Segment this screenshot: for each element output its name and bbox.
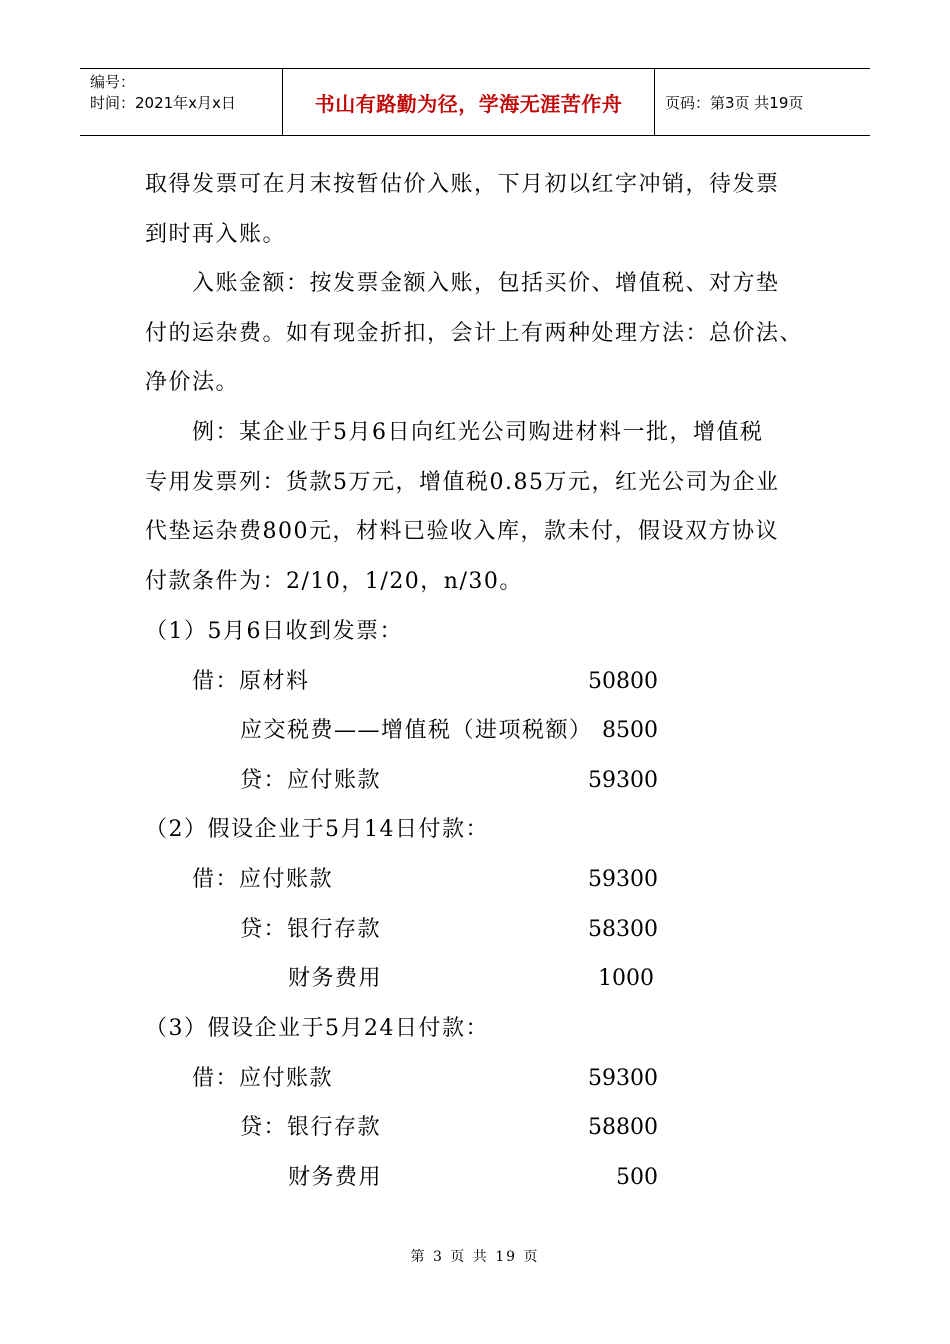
entry-account: 财务费用 bbox=[288, 1165, 383, 1190]
motto-text: 书山有路勤为径，学海无涯苦作舟 bbox=[314, 91, 623, 116]
time-label: 时间：2021年x月x日 bbox=[90, 94, 236, 112]
document-header bbox=[80, 68, 870, 136]
entry-amount: 50800 bbox=[588, 669, 658, 694]
entry-account: 借：原材料 bbox=[192, 669, 310, 694]
entry-amount: 59300 bbox=[588, 768, 658, 793]
number-label: 编号： bbox=[90, 73, 136, 91]
entry-account: 借：应付账款 bbox=[192, 1066, 334, 1091]
entry-account: 应交税费——增值税（进项税额） bbox=[240, 718, 593, 743]
paragraph-line: 净价法。 bbox=[145, 370, 240, 395]
entry-amount: 58800 bbox=[588, 1115, 658, 1140]
entry-amount: 59300 bbox=[588, 1066, 658, 1091]
entry-amount: 500 bbox=[616, 1165, 658, 1190]
paragraph-line: 专用发票列：货款5万元，增值税0.85万元，红光公司为企业 bbox=[145, 470, 780, 495]
header-page-cell bbox=[655, 69, 870, 135]
entry-heading: （2）假设企业于5月14日付款： bbox=[145, 817, 489, 842]
paragraph-line: 付的运杂费。如有现金折扣，会计上有两种处理方法：总价法、 bbox=[145, 321, 804, 346]
entry-amount: 59300 bbox=[588, 867, 658, 892]
header-motto-cell bbox=[282, 69, 655, 135]
entry-account: 贷：银行存款 bbox=[240, 1115, 382, 1140]
entry-account: 借：应付账款 bbox=[192, 867, 334, 892]
entry-amount: 58300 bbox=[588, 917, 658, 942]
paragraph-line: 到时再入账。 bbox=[145, 222, 287, 247]
paragraph-line: 取得发票可在月末按暂估价入账，下月初以红字冲销，待发票 bbox=[145, 172, 780, 197]
paragraph-line: 付款条件为：2/10，1/20，n/30。 bbox=[145, 569, 523, 594]
entry-heading: （1）5月6日收到发票： bbox=[145, 619, 403, 644]
page-number-label: 页码：第3页 共19页 bbox=[665, 93, 804, 112]
paragraph-line: 入账金额：按发票金额入账，包括买价、增值税、对方垫 bbox=[192, 271, 780, 296]
entry-account: 贷：银行存款 bbox=[240, 917, 382, 942]
page-footer: 第 3 页 共 19 页 bbox=[410, 1249, 540, 1265]
entry-heading: （3）假设企业于5月24日付款： bbox=[145, 1016, 489, 1041]
header-meta-cell bbox=[80, 69, 282, 135]
paragraph-line: 代垫运杂费800元，材料已验收入库，款未付，假设双方协议 bbox=[145, 519, 779, 544]
entry-amount: 1000 bbox=[598, 966, 654, 991]
entry-amount: 8500 bbox=[602, 718, 658, 743]
entry-account: 贷：应付账款 bbox=[240, 768, 382, 793]
entry-account: 财务费用 bbox=[288, 966, 383, 991]
paragraph-line: 例：某企业于5月6日向红光公司购进材料一批，增值税 bbox=[192, 420, 764, 445]
